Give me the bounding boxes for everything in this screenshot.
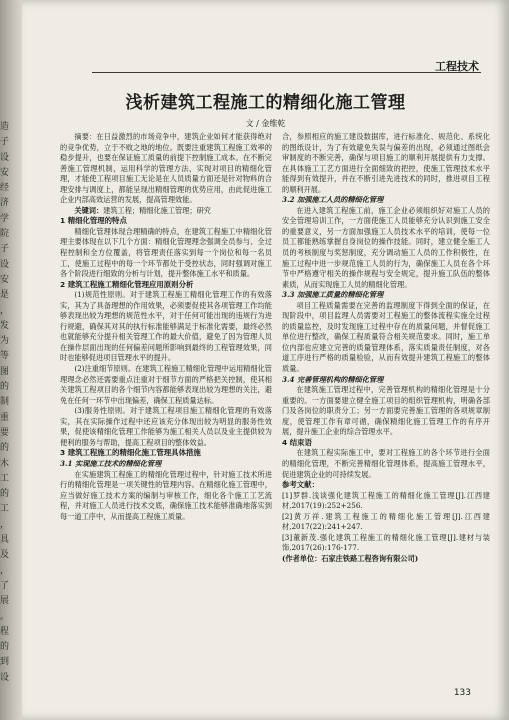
subsection-heading: 3.4 完善管理机构的精细化管理 <box>282 374 384 384</box>
edge-char: 子 <box>0 244 10 255</box>
edge-char: 子 <box>0 137 10 148</box>
body-paragraph: 在建筑施工管理过程中，完善管理机构的精细化管理是十分重要的。一方面要建立健全施工项目的组织管理机构，明确各部门及各岗位的职责分工；另一方面要完善施工管理的各项规章制度，使管理工作有章可循，确保精细化施工管理工作的有序开展，提升施工企业的综合管理水平。 <box>282 385 490 437</box>
section-label: 工程技术 <box>435 60 479 73</box>
body-paragraph: 在进入建筑工程施工前，施工企业必须组织好对施工人员的安全管理培训工作，一方面使施工人员能够充分认识到施工安全的重要意义，另一方面加强施工人员技术水平的培训，使每一位员工都能熟练掌握自身岗位的操作技能。同时，建立健全施工人员的考核制度与奖惩制度，充分调动施工人员的工作积极性，在施工过程中进一步规范施工人员的行为，确保施工人员在各个环节中严格遵守相关的操作规程与安全规定，提升施工队伍的整体素质，从而实现施工人员的精细化管理。 <box>282 205 490 289</box>
edge-char: 安 <box>0 274 10 285</box>
edge-char: 的 <box>0 642 10 653</box>
author-affiliation: (作者单位：石家庄铁路工程咨询有限公司) <box>282 553 419 563</box>
edge-char: 了 <box>0 580 10 591</box>
section-heading: 参考文献： <box>282 480 319 490</box>
edge-char: 济 <box>0 198 10 209</box>
book-spine <box>0 0 22 720</box>
edge-char: 等 <box>0 351 10 362</box>
right-column <box>282 132 490 564</box>
body-paragraph: (1)规范性原则。对于建筑工程施工精细化管理工作的有效落实，其为了具备理想的作用效果，必须要促使其各项管理工作均能够表现出较为理想的规范性水平，对于任何可能出现的违规行为进行规避，确保其对其的执行标准能够满足于标准化需要，最终必然也就能够充分提升相关管理工作的最大价值，避免了因为管理人员在操作层面出现的任何偏差问题所影响到最终的工程管理效果，同时也能够促进项目管理水平的提升。 <box>60 290 272 363</box>
edge-char: 造 <box>0 122 10 132</box>
edge-char: 工 <box>0 473 10 484</box>
subsection-heading: 3.1 实现施工技术的精细化管理 <box>60 458 162 468</box>
body-paragraph: 在实施建筑工程施工的精细化管理过程中，针对施工技术所进行的精细化管理是一项关键性的管理内容。在精细化施工管理中，应当做好施工技术方案的编制与审核工作，细化各个施工工艺流程，并对施工人员进行技术交底，确保施工技术能够准确地落实到每一道工序中，从而提高工程施工质量。 <box>60 469 272 521</box>
edge-char: 制 <box>0 397 10 408</box>
body-paragraph: (2)注重细节原则。在建筑工程施工精细化管理中运用精细化管理理念必然还需要重点注重对于细节方面的严格把关控制，使其相关建筑工程项目的各个细节内容都能够表现出较为理想的关注，避免在任何一环节中出现偏差，确保工程质量达标。 <box>60 364 272 405</box>
reference-item: [2]黄万祥.建筑工程施工的精细化施工管理[J].江西建材,2017(22):241+247. <box>282 511 490 532</box>
reference-item: [1]罗群.浅谈强化建筑工程施工的精细化施工管理[J].江西建材,2017(19):252+256. <box>282 490 490 511</box>
edge-char: 展 <box>0 596 10 607</box>
edge-char: 图 <box>0 366 10 377</box>
abstract <box>60 132 272 206</box>
body-paragraph: 项目工程质量需要在完善的监理制度下得到全面的保证，在现阶段中，项目监理人员需要对工程施工的整体流程实施全过程的质量监控，及时发现施工过程中存在的质量问题，并督促施工单位进行整改，确保工程质量符合相关规范要求。同时，施工单位内部也应建立完善的质量管理体系，落实质量责任制度，对各道工序进行严格的质量检验，从而有效提升建筑工程施工的整体质量。 <box>282 300 490 374</box>
page-number: 133 <box>453 688 471 698</box>
body-paragraph: (3)服务性原则。对于建筑工程项目施工精细化管理的有效落实，其在实际操作过程中还应该充分体现出较为明显的服务性效果，促使该精细化管理工作能够为施工相关人员以及业主提供较为便利的服务与帮助，提高工程项目的整体效益。 <box>60 406 272 447</box>
edge-char: 院 <box>0 229 10 240</box>
edge-char: 设 <box>0 152 10 163</box>
journal-page <box>22 0 509 720</box>
body-paragraph: 合，参照相应的施工建设数据库，进行标准化、规范化、系统化的图纸设计，为了有效避免失误与偏差的出现，必须通过图纸会审制度的不断完善，确保与项目施工的顺利开展提供有力支撑。在具体施工工艺方面进行全面细致的把控，使施工管理技术水平能得到有效提升，并在不断引进先进技术的同时，推进项目工程的顺利开展。 <box>282 132 490 194</box>
edge-char: 的 <box>0 489 10 500</box>
section-heading: 4 结束语 <box>282 437 312 447</box>
edge-char: 设 <box>0 672 10 683</box>
keywords-text: 建筑工程；精细化施工管理；研究 <box>103 205 211 215</box>
edge-char: ， <box>0 305 10 316</box>
reference-item: [3]董新茂.强化建筑工程施工的精细化施工管理[J].建材与装饰,2017(26):176-177. <box>282 532 490 553</box>
section-heading: 2 建筑工程施工精细化管理应用原则分析 <box>60 279 194 289</box>
edge-char: ， <box>0 519 10 530</box>
edge-char: 。 <box>0 611 10 622</box>
left-column <box>60 132 272 522</box>
edge-char: 学 <box>0 213 10 224</box>
article-title: 浅析建筑工程施工的精细化施工管理 <box>125 93 406 113</box>
article-author: 文 / 金维乾 <box>245 119 286 128</box>
edge-char: 要 <box>0 427 10 438</box>
section-heading: 3 建筑工程施工的精细化施工管理具体措施 <box>60 448 201 458</box>
edge-char: 设 <box>0 259 10 270</box>
previous-page-edge-text <box>0 120 14 686</box>
keywords-label: 关键词： <box>74 205 104 215</box>
edge-char: 木 <box>0 458 10 469</box>
right-body <box>282 132 490 564</box>
header-rule <box>92 72 481 73</box>
edge-char: ， <box>0 565 10 576</box>
body-paragraph: 在建筑工程实际施工中，要对工程施工的各个环节进行全面的精细化管理，不断完善精细化管理体系，提高施工管理水平，促进建筑企业的可持续发展。 <box>282 448 490 479</box>
edge-char: 及 <box>0 550 10 561</box>
subsection-heading: 3.2 加强施工人员的精细化管理 <box>282 195 384 205</box>
edge-char: 经 <box>0 183 10 194</box>
edge-char: 工 <box>0 504 10 515</box>
body-paragraph: 精细化管理体现合理精确的特点，在建筑工程施工中精细化管理主要体现在以下几个方面：精细化管理理念强调全员参与、全过程控制和全方位覆盖，将管理责任落实到每一个岗位和每一名员工，使施工过程中的每一个环节都处于受控状态，同时强调对施工各个阶段进行细致的分析与计划，提升整体施工水平和质量。 <box>60 226 272 279</box>
edge-char: 发 <box>0 320 10 331</box>
keywords <box>60 206 272 217</box>
edge-char: 安 <box>0 167 10 178</box>
edge-char: 重 <box>0 412 10 423</box>
edge-char: 为 <box>0 336 10 347</box>
abstract-text: 摘要：在日益激烈的市场竞争中，建筑企业如何才能获得绝对的竞争优势，立于不败之地的地位。既要注重建筑工程施工效率的稳步提升，也要在保证施工质量的前提下控制施工成本。在不断完善施工管理机制，运用科学的管理方法，实现对项目的精细化管理，才能使工程项目施工无论是在人员质量方面还是针对物料的合理安排与调度上，都能呈现出精细管理的优势应用，由此促进施工企业内部高效运营的发展，提高管理效能。 <box>60 132 272 205</box>
edge-char: 是 <box>0 290 10 301</box>
left-body <box>60 216 272 522</box>
section-heading: 1 精细化管理的特点 <box>60 216 127 226</box>
edge-char: 的 <box>0 443 10 454</box>
edge-char: 的 <box>0 382 10 393</box>
edge-char: 程 <box>0 626 10 637</box>
subsection-heading: 3.3 加强施工质量的精细化管理 <box>282 290 384 300</box>
edge-char: 具 <box>0 535 10 546</box>
edge-char: 到 <box>0 657 10 668</box>
